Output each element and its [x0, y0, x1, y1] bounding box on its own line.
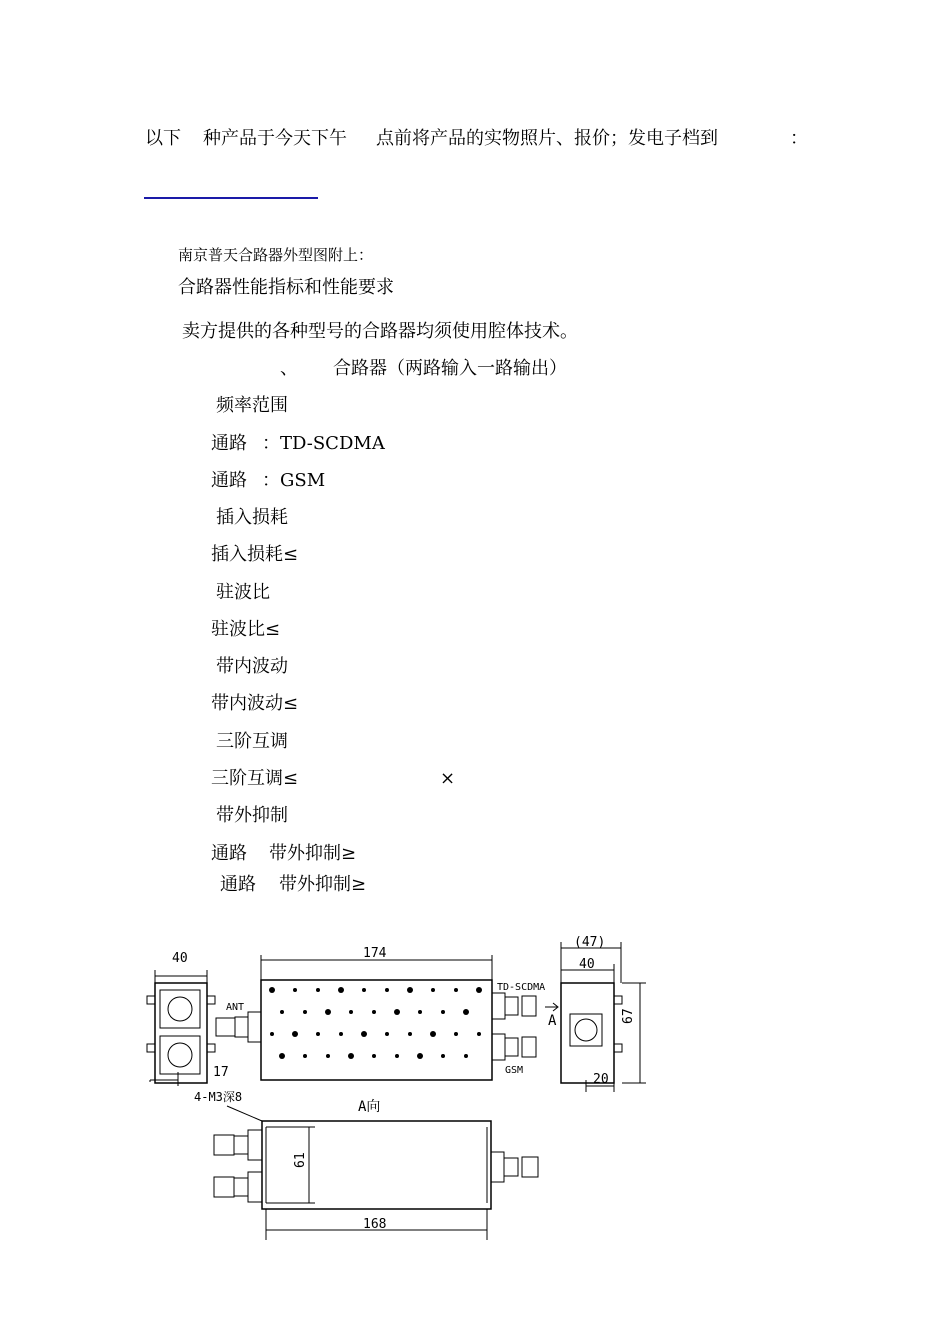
- tuning-screw: [316, 988, 320, 992]
- tuning-screw: [454, 1032, 458, 1036]
- tuning-screw: [417, 1053, 423, 1059]
- dim-40-right: 40: [579, 957, 595, 972]
- tuning-screw: [270, 1032, 274, 1036]
- tuning-screws: [269, 987, 482, 1059]
- spec-path-td: 通路: [211, 433, 247, 454]
- tuning-screw: [293, 988, 297, 992]
- spec-freq-range: 频率范围: [216, 395, 288, 416]
- spec-vswr: 驻波比≤: [211, 619, 281, 640]
- label-ant: ANT: [226, 1002, 245, 1013]
- main-body-view: [216, 955, 558, 1080]
- tuning-screw: [441, 1010, 445, 1014]
- item-separator: 、: [280, 358, 298, 379]
- spec-path-gsm: 通路: [211, 470, 247, 491]
- dim-20: 20: [593, 1072, 609, 1087]
- tuning-screw: [372, 1010, 376, 1014]
- tuning-screw: [395, 1054, 399, 1058]
- section-title: 合路器性能指标和性能要求: [178, 277, 394, 298]
- label-a: A: [548, 1013, 557, 1029]
- label-a-view: A向: [358, 1099, 381, 1115]
- spec-insertion-loss-heading: 插入损耗: [216, 507, 288, 528]
- tuning-screw: [325, 1009, 331, 1015]
- spec-insertion-loss: 插入损耗≤: [211, 544, 299, 565]
- tuning-screw: [385, 1032, 389, 1036]
- intro-part4: ：: [790, 128, 808, 149]
- spec-ripple-heading: 带内波动: [216, 656, 288, 677]
- intro-part2: 种产品于今天下午: [203, 128, 347, 149]
- spec-ripple: 带内波动≤: [211, 693, 299, 714]
- item-title: 合路器（两路输入一路输出）: [333, 358, 567, 379]
- tuning-screw: [280, 1010, 284, 1014]
- dim-174: 174: [363, 946, 387, 961]
- tuning-screw: [338, 987, 344, 993]
- label-gsm: GSM: [505, 1065, 524, 1076]
- dim-40-left: 40: [172, 951, 188, 966]
- email-link-underline[interactable]: [144, 197, 318, 199]
- spec-rejection-path1-value: 带外抑制≥: [269, 843, 357, 864]
- tuning-screw: [292, 1031, 298, 1037]
- spec-im3-heading: 三阶互调: [216, 731, 288, 752]
- drawing-caption: 南京普天合路器外型图附上：: [178, 246, 374, 264]
- dim-67: 67: [621, 1008, 636, 1024]
- requirement-text: 卖方提供的各种型号的合路器均须使用腔体技术。: [182, 321, 578, 342]
- tuning-screw: [463, 1009, 469, 1015]
- spec-im3: 三阶互调≤: [211, 768, 299, 789]
- spec-vswr-heading: 驻波比: [216, 582, 270, 603]
- dim-47: (47): [574, 935, 606, 950]
- spec-rejection-path2-value: 带外抑制≥: [279, 874, 367, 895]
- tuning-screw: [303, 1054, 307, 1058]
- tuning-screw: [372, 1054, 376, 1058]
- spec-rejection-path2: 通路: [220, 874, 256, 895]
- tuning-screw: [303, 1010, 307, 1014]
- tuning-screw: [431, 988, 435, 992]
- dim-61: 61: [293, 1152, 308, 1168]
- tuning-screw: [326, 1054, 330, 1058]
- tuning-screw: [454, 988, 458, 992]
- tuning-screw: [339, 1032, 343, 1036]
- tuning-screw: [441, 1054, 445, 1058]
- tuning-screw: [394, 1009, 400, 1015]
- tuning-screw: [464, 1054, 468, 1058]
- tuning-screw: [430, 1031, 436, 1037]
- spec-im3-times: ×: [440, 768, 456, 789]
- label-td-scdma: TD-SCDMA: [497, 982, 546, 993]
- tuning-screw: [418, 1010, 422, 1014]
- left-end-view: [147, 970, 215, 1086]
- tuning-screw: [385, 988, 389, 992]
- tuning-screw: [408, 1032, 412, 1036]
- intro-part1: 以下: [145, 128, 181, 149]
- spec-path-td-value: ：TD-SCDMA: [262, 433, 385, 454]
- spec-rejection-path1: 通路: [211, 843, 247, 864]
- dim-17: 17: [213, 1065, 229, 1080]
- tuning-screw: [348, 1053, 354, 1059]
- tuning-screw: [349, 1010, 353, 1014]
- dim-168: 168: [363, 1217, 387, 1232]
- label-screw-spec: 4-M3深8: [194, 1090, 243, 1104]
- tuning-screw: [477, 1032, 481, 1036]
- tuning-screw: [316, 1032, 320, 1036]
- tuning-screw: [362, 988, 366, 992]
- tuning-screw: [407, 987, 413, 993]
- combiner-outline-drawing: [0, 930, 700, 1250]
- tuning-screw: [269, 987, 275, 993]
- tuning-screw: [361, 1031, 367, 1037]
- intro-part3: 点前将产品的实物照片、报价；发电子档到: [376, 128, 718, 149]
- spec-path-gsm-value: ：GSM: [262, 470, 326, 491]
- tuning-screw: [476, 987, 482, 993]
- spec-rejection-heading: 带外抑制: [216, 805, 288, 826]
- tuning-screw: [279, 1053, 285, 1059]
